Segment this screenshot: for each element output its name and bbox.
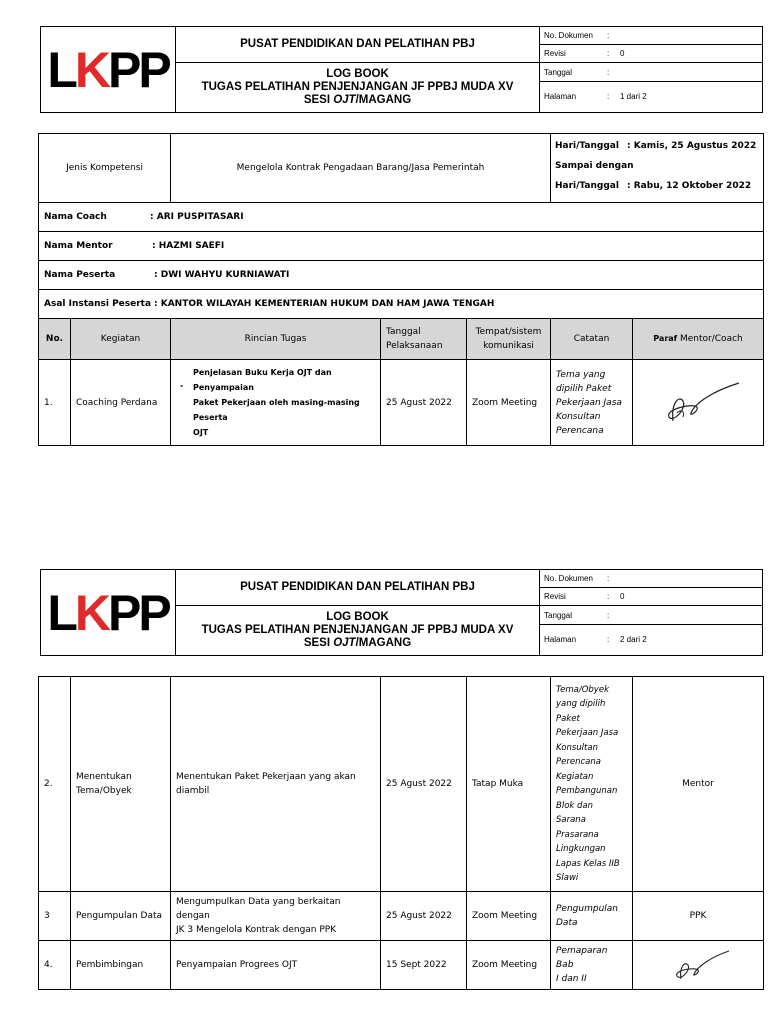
meta-tanggal: Tanggal : xyxy=(540,63,763,81)
table-row xyxy=(39,360,764,446)
row-4-no: 4. xyxy=(39,941,71,990)
row-2-rincian: Menentukan Paket Pekerjaan yang akan diambil xyxy=(171,677,381,892)
row-3-paraf: PPK xyxy=(633,892,764,941)
document-header-page-2 xyxy=(40,569,763,656)
nama-mentor-row: Nama Mentor : HAZMI SAEFI xyxy=(39,232,764,261)
row-1-paraf xyxy=(633,360,764,446)
row-2-tanggal: 25 Agust 2022 xyxy=(381,677,467,892)
lkpp-logo: LKPP xyxy=(41,27,176,113)
header-logbook-title: LOG BOOK TUGAS PELATIHAN PENJENJANGAN JF PPBJ MUDA XV SESI OJT/MAGANG xyxy=(176,63,540,113)
row-4-catatan: Pemaparan Bab I dan II xyxy=(551,941,633,990)
competency-info-table xyxy=(38,133,764,446)
table-row xyxy=(39,941,764,990)
row-2-catatan: Tema/Obyek yang dipilih Paket Pekerjaan Jasa Konsultan Perencana Kegiatan Pembangunan Blok dan Sarana Prasarana Lingkungan Lapas Kelas IIB Slawi xyxy=(551,677,633,892)
row-4-tanggal: 15 Sept 2022 xyxy=(381,941,467,990)
meta-revisi: Revisi : 0 xyxy=(540,45,763,63)
periode-tanggal: Hari/Tanggal : Kamis, 25 Agustus 2022 Sampai dengan Hari/Tanggal : Rabu, 12 Oktober 2022 xyxy=(551,134,764,203)
row-3-tempat: Zoom Meeting xyxy=(467,892,551,941)
signature-image xyxy=(663,945,733,985)
row-3-no: 3 xyxy=(39,892,71,941)
row-4-kegiatan: Pembimbingan xyxy=(71,941,171,990)
document-header-page-1 xyxy=(40,26,763,113)
meta-no-dokumen: No. Dokumen : xyxy=(540,570,763,588)
jenis-kompetensi-value: Mengelola Kontrak Pengadaan Barang/Jasa Pemerintah xyxy=(171,134,551,203)
col-header-catatan: Catatan xyxy=(551,319,633,360)
col-header-no: No. xyxy=(39,319,71,360)
row-3-catatan: Pengumpulan Data xyxy=(551,892,633,941)
row-4-rincian: Penyampaian Progrees OJT xyxy=(171,941,381,990)
meta-halaman: Halaman : 1 dari 2 xyxy=(540,81,763,112)
nama-peserta-row: Nama Peserta : DWI WAHYU KURNIAWATI xyxy=(39,261,764,290)
nama-coach-row: Nama Coach : ARI PUSPITASARI xyxy=(39,203,764,232)
table-row xyxy=(39,677,764,892)
row-1-tempat: Zoom Meeting xyxy=(467,360,551,446)
meta-revisi: Revisi : 0 xyxy=(540,588,763,606)
row-4-tempat: Zoom Meeting xyxy=(467,941,551,990)
lkpp-logo: LKPP xyxy=(41,570,176,656)
row-2-no: 2. xyxy=(39,677,71,892)
col-header-paraf: Paraf Mentor/Coach xyxy=(633,319,764,360)
jenis-kompetensi-label: Jenis Kompetensi xyxy=(39,134,171,203)
col-header-kegiatan: Kegiatan xyxy=(71,319,171,360)
row-2-kegiatan: Menentukan Tema/Obyek xyxy=(71,677,171,892)
meta-halaman: Halaman : 2 dari 2 xyxy=(540,624,763,655)
row-3-rincian: Mengumpulkan Data yang berkaitan dengan JK 3 Mengelola Kontrak dengan PPK xyxy=(171,892,381,941)
meta-tanggal: Tanggal : xyxy=(540,606,763,624)
header-org-name: PUSAT PENDIDIKAN DAN PELATIHAN PBJ xyxy=(176,27,540,63)
col-header-tanggal: Tanggal Pelaksanaan xyxy=(381,319,467,360)
activity-table-continued xyxy=(38,676,764,990)
row-4-paraf xyxy=(633,941,764,990)
activity-table-header xyxy=(39,319,764,360)
row-1-no: 1. xyxy=(39,360,71,446)
row-2-tempat: Tatap Muka xyxy=(467,677,551,892)
col-header-rincian: Rincian Tugas xyxy=(171,319,381,360)
row-1-tanggal: 25 Agust 2022 xyxy=(381,360,467,446)
header-org-name: PUSAT PENDIDIKAN DAN PELATIHAN PBJ xyxy=(176,570,540,606)
row-3-kegiatan: Pengumpulan Data xyxy=(71,892,171,941)
header-logbook-title: LOG BOOK TUGAS PELATIHAN PENJENJANGAN JF PPBJ MUDA XV SESI OJT/MAGANG xyxy=(176,606,540,656)
table-row xyxy=(39,892,764,941)
row-1-catatan: Tema yang dipilih Paket Pekerjaan Jasa Konsultan Perencana xyxy=(551,360,633,446)
row-1-kegiatan: Coaching Perdana xyxy=(71,360,171,446)
meta-no-dokumen: No. Dokumen : xyxy=(540,27,763,45)
signature-image xyxy=(653,373,743,433)
row-2-paraf: Mentor xyxy=(633,677,764,892)
row-3-tanggal: 25 Agust 2022 xyxy=(381,892,467,941)
asal-instansi-row: Asal Instansi Peserta : KANTOR WILAYAH KEMENTERIAN HUKUM DAN HAM JAWA TENGAH xyxy=(39,290,764,319)
row-1-rincian: - Penjelasan Buku Kerja OJT dan Penyampaian Paket Pekerjaan oleh masing-masing Peserta OJT xyxy=(171,360,381,446)
col-header-tempat: Tempat/sistem komunikasi xyxy=(467,319,551,360)
